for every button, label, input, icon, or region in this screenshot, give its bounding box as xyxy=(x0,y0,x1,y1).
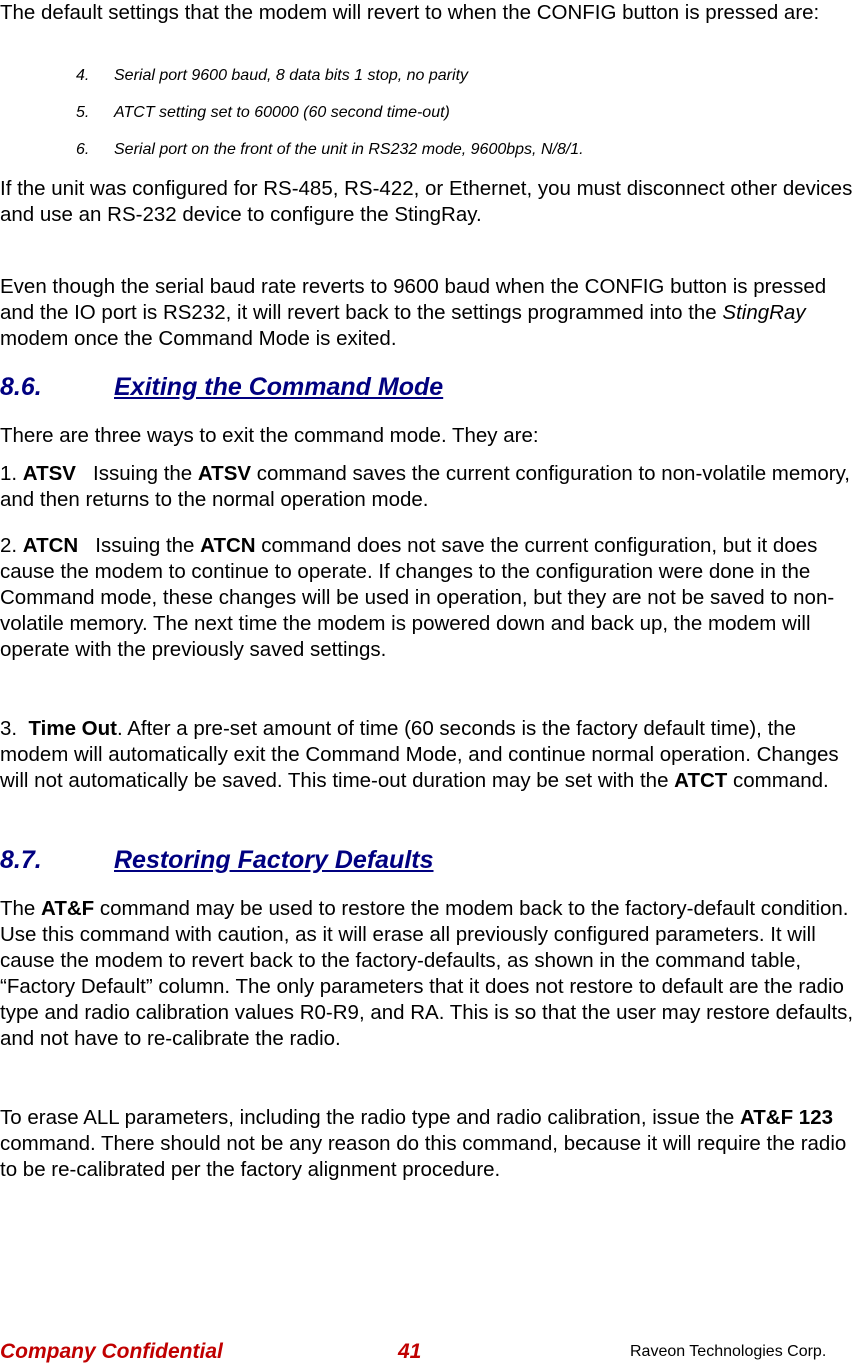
section-heading-8-7: 8.7. Restoring Factory Defaults xyxy=(0,846,434,874)
footer-confidential: Company Confidential xyxy=(0,1340,223,1363)
revert-paragraph: Even though the serial baud rate reverts to 9600 baud when the CONFIG button is pressed and the IO port is RS232, it will revert back to the settings programmed into the StingRay modem once the Command Mode is exited. xyxy=(0,275,827,350)
rs485-note-paragraph: If the unit was configured for RS-485, RS-422, or Ethernet, you must disconnect other devices and use an RS-232 device to configure the StingRay. xyxy=(0,177,853,226)
list-item: 6. Serial port on the front of the unit in RS232 mode, 9600bps, N/8/1. xyxy=(76,141,584,158)
factory-defaults-paragraph: The AT&F command may be used to restore the modem back to the factory-default condition. Use this command with caution, as it will erase all previously configured parameters. It will cause the modem to revert back to the factory-defaults, as shown in the command table, “Factory Default” column. The only parameters that it does not restore to default are the radio type and radio calibration values R0-R9, and RA. This is so that the user may restore defaults, and not have to re-calibrate the radio. xyxy=(0,897,854,1050)
erase-all-paragraph: To erase ALL parameters, including the radio type and radio calibration, issue the AT&F 123 command. There should not be any reason do this command, because it will require the radio to be re-calibrated per the factory alignment procedure. xyxy=(0,1106,847,1181)
list-item: 5. ATCT setting set to 60000 (60 second time-out) xyxy=(76,104,450,121)
exit-item-timeout: 3. Time Out. After a pre-set amount of time (60 seconds is the factory default time), the modem will automatically exit the Command Mode, and continue normal operation. Changes will not automatically be saved. This time-out duration may be set with the ATCT command. xyxy=(0,717,839,792)
exit-item-atsv: 1. ATSV Issuing the ATSV command saves the current configuration to non-volatile memory, and then returns to the normal operation mode. xyxy=(0,462,851,511)
exit-item-atcn: 2. ATCN Issuing the ATCN command does not save the current configuration, but it does cause the modem to continue to operate. If changes to the configuration were done in the Command mode, these changes will be used in operation, but they are not be saved to non-volatile memory. The next time the modem is powered down and back up, the modem will operate with the previously saved settings. xyxy=(0,534,835,661)
exit-intro-paragraph: There are three ways to exit the command mode. They are: xyxy=(0,424,539,447)
list-item: 4. Serial port 9600 baud, 8 data bits 1 stop, no parity xyxy=(76,67,469,84)
footer-company: Raveon Technologies Corp. xyxy=(630,1343,827,1360)
section-heading-8-6: 8.6. Exiting the Command Mode xyxy=(0,373,444,401)
intro-paragraph: The default settings that the modem will revert to when the CONFIG button is pressed are: xyxy=(0,1,820,24)
footer-page-number: 41 xyxy=(398,1340,422,1363)
